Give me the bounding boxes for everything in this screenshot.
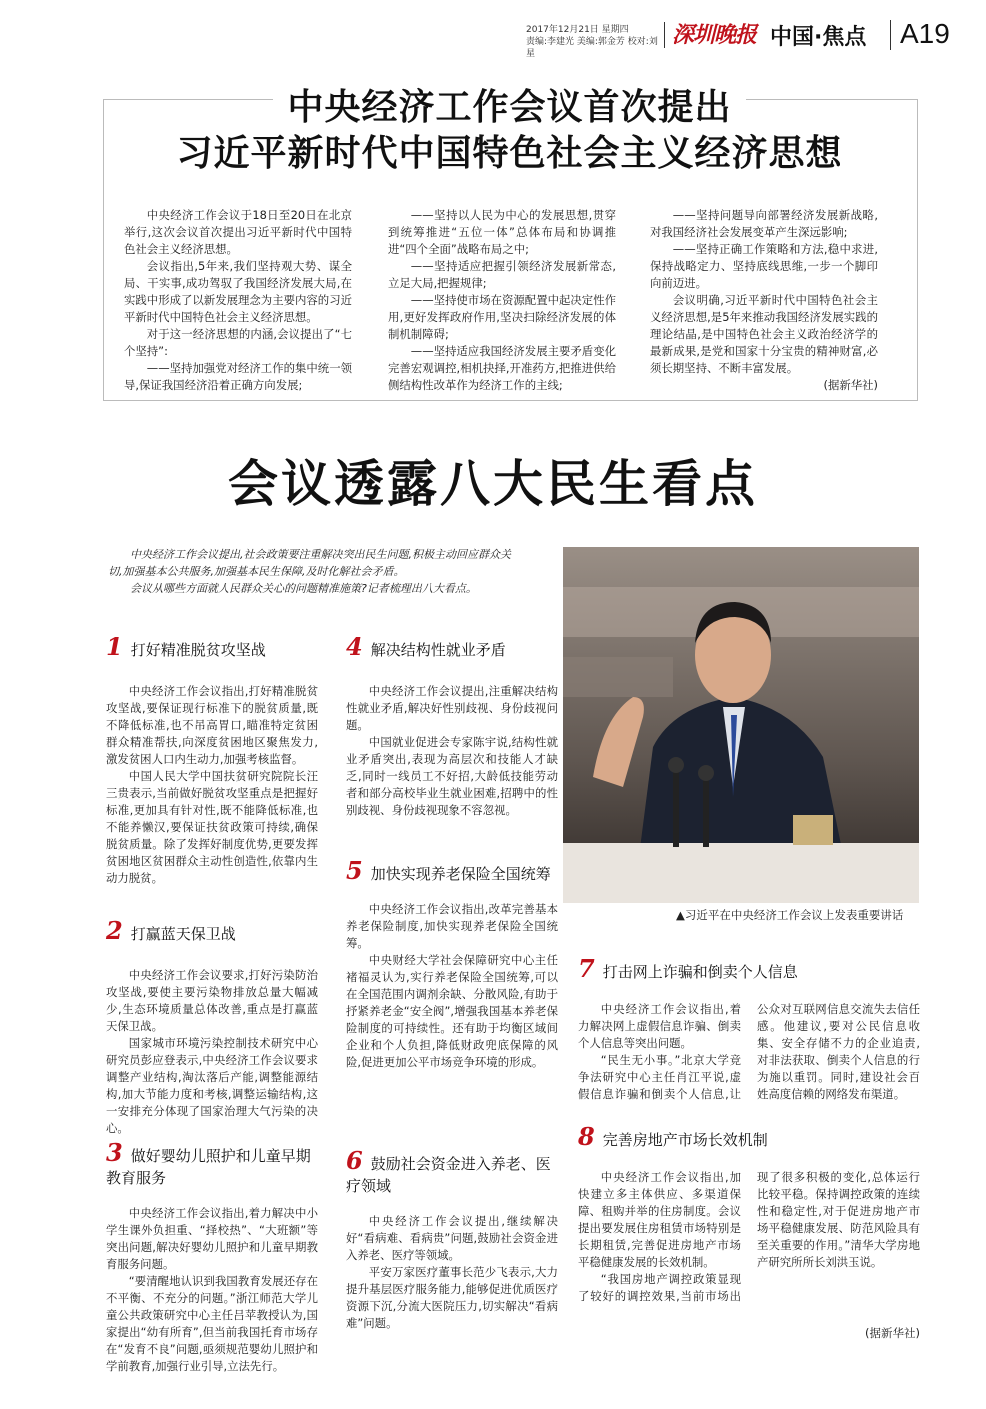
paragraph: 中央经济工作会议指出,着力解决中小学生课外负担重、“择校热”、“大班额”等突出问题,解决好婴幼儿照护和儿童早期教育服务问题。: [106, 1206, 318, 1271]
item-number: 6: [346, 1146, 363, 1175]
item-title-text: 做好婴幼儿照护和儿童早期教育服务: [106, 1147, 311, 1187]
top-article-col2: [388, 207, 616, 394]
source-credit: (据新华社): [865, 1326, 920, 1340]
source-credit: (据新华社): [823, 378, 878, 392]
news-photo: [563, 547, 919, 903]
item-number: 7: [578, 954, 595, 983]
paragraph: ——坚持适应把握引领经济发展新常态,立足大局,把握规律;: [388, 259, 616, 290]
item-body: [106, 683, 318, 887]
paragraph: 中央经济工作会议指出,打好精准脱贫攻坚战,要保证现行标准下的脱贫质量,既不降低标准,也不吊高胃口,瞄准特定贫困群众精准帮扶,向深度贫困地区聚焦发力,激发贫困人口内生动力,加强考核监督。: [106, 684, 318, 766]
paragraph: ——坚持以人民为中心的发展思想,贯穿到统筹推进“五位一体”总体布局和协调推进“四个全面”战略布局之中;: [388, 208, 616, 256]
item-title: [106, 632, 318, 661]
item-body: [346, 901, 558, 1071]
intro-paragraph: 会议从哪些方面就人民群众关心的问题精准施策?记者梳理出八大看点。: [130, 582, 477, 595]
editor-credits: 责编:李建光 美编:郭金芳 校对:刘星: [526, 37, 658, 59]
item-title-text: 鼓励社会资金进入养老、医疗领域: [346, 1155, 551, 1195]
item-title: [106, 1138, 318, 1189]
item-title-text: 打好精准脱贫攻坚战: [130, 641, 266, 659]
top-article-col3: [650, 207, 878, 394]
paragraph: “要清醒地认识到我国教育发展还存在不平衡、不充分的问题。”浙江师范大学儿童公共政策研究中心主任吕苹教授认为,国家提出“幼有所育”,但当前我国托育市场存在“发育不良”问题,亟须规范婴幼儿照护和学前教育,加强行业引导,立法先行。: [106, 1274, 318, 1373]
item-body: [346, 1213, 558, 1332]
paragraph: 会议指出,5年来,我们坚持观大势、谋全局、干实事,成功驾驭了我国经济发展大局,在实践中形成了以新发展理念为主要内容的习近平新时代中国特色社会主义经济思想。: [124, 259, 352, 324]
paragraph: 中国人民大学中国扶贫研究院院长汪三贵表示,当前做好脱贫攻坚重点是把握好标准,更加具有针对性,既不能降低标准,也不能养懒汉,要保证扶贫政策可持续,确保脱贫质量。除了发挥好制度优势,更要发挥贫困地区贫困群众主动性创造性,依靠内生动力脱贫。: [106, 769, 318, 885]
paragraph: ——坚持加强党对经济工作的集中统一领导,保证我国经济沿着正确方向发展;: [124, 361, 352, 392]
item-number: 1: [106, 632, 123, 661]
item-title: [578, 954, 920, 983]
article-item-5: [346, 856, 558, 1071]
paragraph: 中央经济工作会议于18日至20日在北京举行,这次会议首次提出习近平新时代中国特色社会主义经济思想。: [124, 208, 352, 256]
issue-date: 2017年12月21日 星期四: [526, 25, 629, 35]
paragraph: 中央财经大学社会保障研究中心主任褚福灵认为,实行养老保险全国统筹,可以在全国范围内调剂余缺、分散风险,有助于抒紧养老金“安全阀”,增强我国基本养老保险制度的可持续性。还有助于均衡区域间企业和个人负担,降低财政兜底保障的风险,促进更加公平市场竞争环境的形成。: [346, 953, 558, 1069]
item-title-text: 解决结构性就业矛盾: [370, 641, 506, 659]
item-body: [106, 967, 318, 1137]
paragraph: 国家城市环境污染控制技术研究中心研究员彭应登表示,中央经济工作会议要求调整产业结构,淘汰落后产能,调整能源结构,加大节能力度和考核,调整运输结构,这一安排充分体现了国家治理大气污染的决心。: [106, 1036, 318, 1135]
item-number: 4: [346, 632, 363, 661]
photo-caption: ▲习近平在中央经济工作会议上发表重要讲话: [676, 908, 904, 922]
item-title: [346, 632, 558, 661]
item-body: [106, 1205, 318, 1375]
section-title: 中国·焦点: [770, 25, 867, 50]
item-number: 2: [106, 916, 123, 945]
paragraph: “民生无小事。”北京大学竞争法研究中心主任肖江平说,虚假信息诈骗和倒卖个人信息,让公众对互联网信息交流失去信任感。他建议,要对公民信息收集、安全存储不力的企业追责,对非法获取、倒卖个人信息的行为施以重罚。同时,建设社会百姓高度信赖的网络发布渠道。: [578, 1002, 920, 1101]
paragraph: 会议明确,习近平新时代中国特色社会主义经济思想,是5年来推动我国经济发展实践的理论结晶,是中国特色社会主义政治经济学的最新成果,是党和国家十分宝贵的精神财富,必须长期坚持、不断丰富发展。: [650, 293, 878, 375]
item-title-text: 完善房地产市场长效机制: [602, 1131, 768, 1149]
item-title-text: 打赢蓝天保卫战: [130, 925, 236, 943]
item-title-text: 打击网上诈骗和倒卖个人信息: [602, 963, 798, 981]
article-item-7: [578, 954, 920, 1103]
paragraph: ——坚持使市场在资源配置中起决定性作用,更好发挥政府作用,坚决扫除经济发展的体制机制障碍;: [388, 293, 616, 341]
item-body: [346, 683, 558, 819]
headline-line2: 习近平新时代中国特色社会主义经济思想: [176, 133, 843, 174]
issue-meta: [526, 24, 666, 60]
item-title: [346, 856, 558, 885]
paragraph: 中央经济工作会议指出,着力解决网上虚假信息诈骗、倒卖个人信息等突出问题。: [578, 1002, 741, 1050]
article-item-4: [346, 632, 558, 819]
second-article-headline: 会议透露八大民生看点: [228, 455, 758, 513]
item-number: 8: [578, 1122, 595, 1151]
item-title-text: 加快实现养老保险全国统筹: [370, 865, 551, 883]
paragraph: 对于这一经济思想的内涵,会议提出了“七个坚持”:: [124, 327, 352, 358]
item-title: [106, 916, 318, 945]
intro-paragraph: 中央经济工作会议提出,社会政策要注重解决突出民生问题,积极主动回应群众关切,加强基本公共服务,加强基本民生保障,及时化解社会矛盾。: [108, 548, 511, 578]
item-body: [578, 1001, 920, 1103]
paragraph: “我国房地产调控政策显现了较好的调控效果,当前市场出现了很多积极的变化,总体运行比较平稳。保持调控政策的连续性和稳定性,对于促进房地产市场平稳健康发展、防范风险具有至关重要的作用。”清华大学房地产研究所所长刘洪玉说。: [578, 1170, 920, 1303]
newspaper-logo: 深圳晚报: [672, 22, 757, 48]
paragraph: 中央经济工作会议提出,继续解决好“看病难、看病贵”问题,鼓励社会资金进入养老、医疗等领域。: [346, 1214, 558, 1262]
item-number: 5: [346, 856, 363, 885]
article-item-6: [346, 1146, 558, 1332]
item-number: 3: [106, 1138, 123, 1167]
top-article-col1: [124, 207, 352, 394]
paragraph: 中央经济工作会议指出,加快建立多主体供应、多渠道保障、租购并举的住房制度。会议提出要发展住房租赁市场特别是长期租赁,完善促进房地产市场平稳健康发展的长效机制。: [578, 1170, 741, 1269]
header-divider: [890, 20, 891, 50]
paragraph: 中央经济工作会议要求,打好污染防治攻坚战,要使主要污染物排放总量大幅减少,生态环境质量总体改善,重点是打赢蓝天保卫战。: [106, 968, 318, 1033]
paragraph: 中央经济工作会议提出,注重解决结构性就业矛盾,解决好性别歧视、身份歧视问题。: [346, 684, 558, 732]
paragraph: ——坚持正确工作策略和方法,稳中求进,保持战略定力、坚持底线思维,一步一个脚印向前迈进。: [650, 242, 878, 290]
header-divider: [664, 22, 665, 48]
paragraph: 平安万家医疗董事长范少飞表示,大力提升基层医疗服务能力,能够促进优质医疗资源下沉,分流大医院压力,切实解决“看病难”问题。: [346, 1265, 558, 1330]
item-title: [346, 1146, 558, 1197]
article-intro: [108, 546, 520, 597]
article-item-2: [106, 916, 318, 1137]
article-item-8: [578, 1122, 920, 1305]
paragraph: ——坚持问题导向部署经济发展新战略,对我国经济社会发展变革产生深远影响;: [650, 208, 878, 239]
headline-line1: 中央经济工作会议首次提出: [273, 87, 745, 128]
article-item-3: [106, 1138, 318, 1375]
top-article-headline: [103, 85, 916, 177]
item-body: [578, 1169, 920, 1305]
page-number: A19: [900, 18, 950, 49]
article-item-1: [106, 632, 318, 887]
paragraph: 中国就业促进会专家陈宇说,结构性就业矛盾突出,表现为高层次和技能人才缺乏,同时一线员工不好招,大龄低技能劳动者和部分高校毕业生就业困难,招聘中的性别歧视、身份歧视现象不容忽视。: [346, 735, 558, 817]
paragraph: ——坚持适应我国经济发展主要矛盾变化完善宏观调控,相机抉择,开准药方,把推进供给侧结构性改革作为经济工作的主线;: [388, 344, 616, 392]
paragraph: 中央经济工作会议指出,改革完善基本养老保险制度,加快实现养老保险全国统筹。: [346, 902, 558, 950]
item-title: [578, 1122, 920, 1151]
